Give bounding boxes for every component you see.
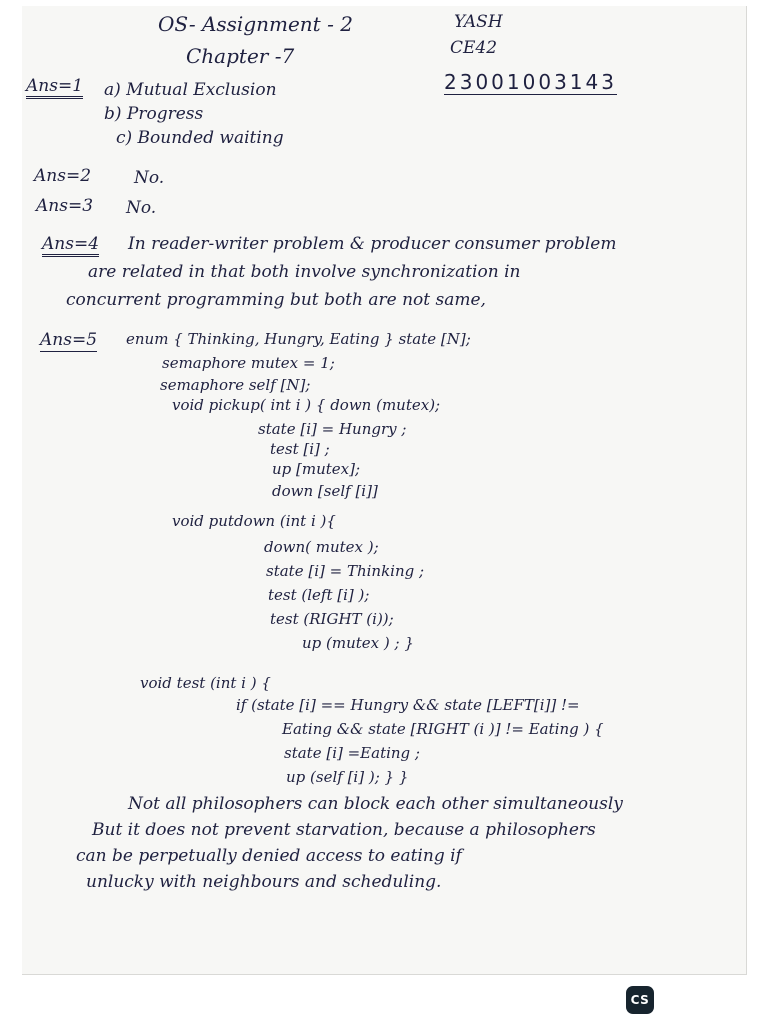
code-line: down [self [i]] (272, 482, 378, 500)
code-line: test (left [i] ); (268, 586, 370, 604)
scanner-logo-icon: CS (626, 986, 654, 1014)
code-line: test (RIGHT (i)); (270, 610, 394, 628)
answer-1-option-a: a) Mutual Exclusion (104, 80, 277, 100)
code-line: semaphore mutex = 1; (162, 354, 335, 372)
answer-5-explanation-line: Not all philosophers can block each other simultaneously (128, 794, 623, 814)
code-line: semaphore self [N]; (160, 376, 311, 394)
code-line: enum { Thinking, Hungry, Eating } state [N]; (126, 330, 471, 348)
student-name: YASH (454, 12, 503, 32)
code-line: down( mutex ); (264, 538, 379, 556)
chapter-heading: Chapter -7 (186, 44, 295, 68)
answer-1-option-c: c) Bounded waiting (116, 128, 284, 148)
code-line: void pickup( int i ) { down (mutex); (172, 396, 441, 414)
answer-5-explanation-line: can be perpetually denied access to eating if (76, 846, 462, 866)
answer-4-line: In reader-writer problem & producer consumer problem (128, 234, 617, 254)
answer-1-label: Ans=1 (26, 78, 83, 99)
answer-4-line: concurrent programming but both are not same, (66, 290, 486, 310)
answer-2-text: No. (134, 168, 165, 188)
answer-1-option-b: b) Progress (104, 104, 204, 124)
answer-2-label: Ans=2 (34, 166, 92, 186)
answer-3-label: Ans=3 (36, 196, 94, 216)
answer-3-text: No. (126, 198, 157, 218)
code-line: void putdown (int i ){ (172, 512, 336, 530)
code-line: state [i] = Hungry ; (258, 420, 407, 438)
code-line: test [i] ; (270, 440, 330, 458)
code-line: up (self [i] ); } } (286, 768, 409, 786)
code-line: state [i] =Eating ; (284, 744, 420, 762)
code-line: if (state [i] == Hungry && state [LEFT[i]] != (236, 696, 580, 714)
answer-4-label: Ans=4 (42, 236, 99, 257)
code-line: state [i] = Thinking ; (266, 562, 425, 580)
code-line: void test (int i ) { (140, 674, 271, 692)
code-line: Eating && state [RIGHT (i )] != Eating ) { (282, 720, 604, 738)
answer-5-label: Ans=5 (40, 330, 98, 350)
answer-5-explanation-line: unlucky with neighbours and scheduling. (86, 872, 442, 892)
student-class: CE42 (450, 38, 498, 58)
student-roll-number: 23001003143 (444, 70, 617, 94)
answer-5-explanation-line: But it does not prevent starvation, because a philosophers (92, 820, 596, 840)
code-line: up (mutex ) ; } (302, 634, 414, 652)
code-line: up [mutex]; (272, 460, 361, 478)
assignment-title: OS- Assignment - 2 (158, 12, 353, 36)
answer-4-line: are related in that both involve synchronization in (88, 262, 521, 282)
